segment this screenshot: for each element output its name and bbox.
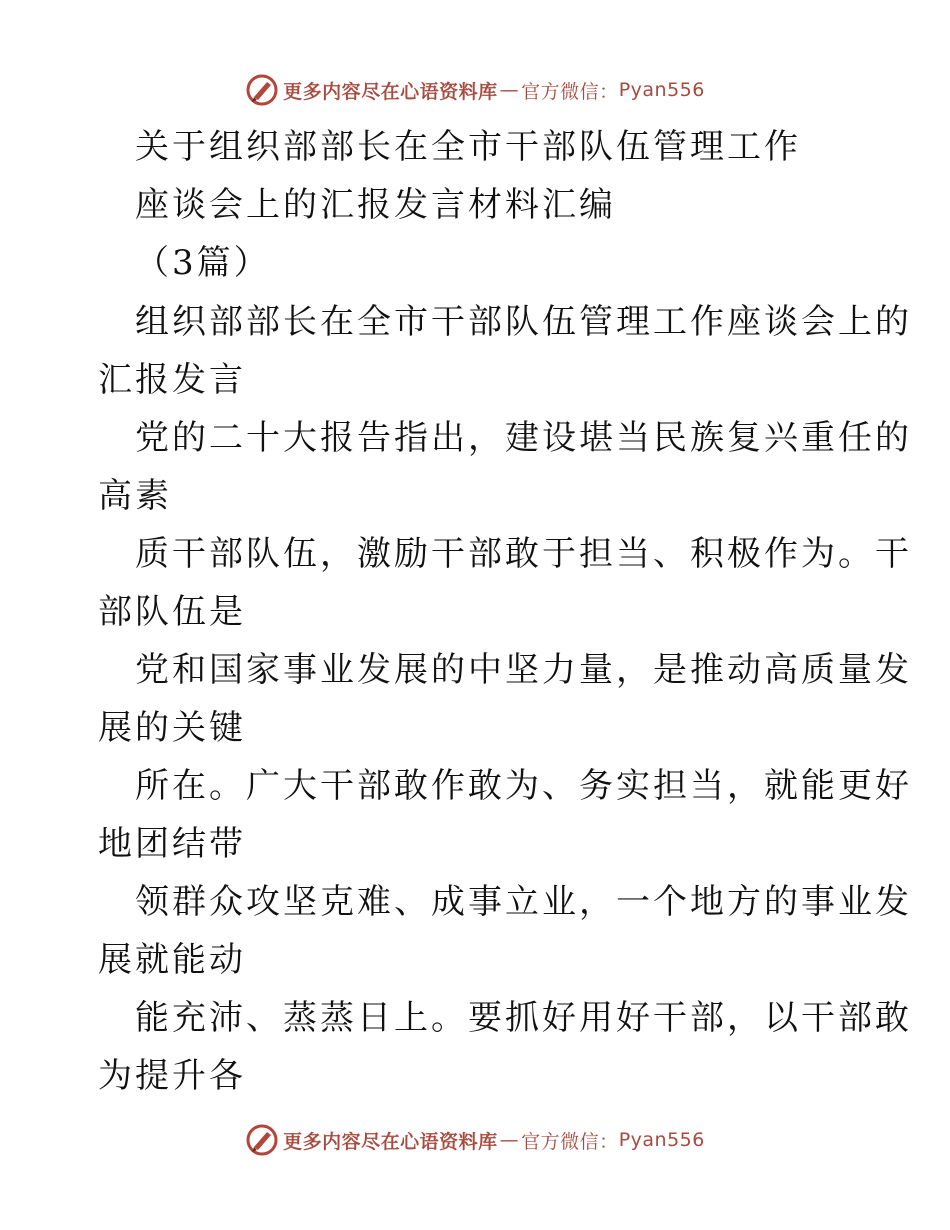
banner-main-text: 更多内容尽在心语资料库 <box>283 1130 498 1153</box>
body-line: 为提升各 <box>98 1056 246 1096</box>
banner-contact-id: Pyan556 <box>618 1129 705 1151</box>
writing-pen-logo-icon <box>245 1123 279 1157</box>
banner-contact-id: Pyan556 <box>618 79 705 101</box>
footer-watermark-banner <box>0 1120 950 1160</box>
banner-main-text: 更多内容尽在心语资料库 <box>283 80 498 103</box>
banner-contact-label: 官方微信： <box>521 80 619 103</box>
body-line: 领群众攻坚克难、成事立业，一个地方的事业发 <box>135 882 912 922</box>
body-line: 能充沛、蒸蒸日上。要抓好用好干部，以干部敢 <box>135 998 912 1038</box>
document-title-line-2: 座谈会上的汇报发言材料汇编 <box>135 185 616 225</box>
body-line: 党的二十大报告指出，建设堪当民族复兴重任的 <box>135 418 912 458</box>
body-line: 组织部部长在全市干部队伍管理工作座谈会上的 <box>135 302 912 342</box>
banner-dash: — <box>499 1129 520 1151</box>
header-watermark-banner <box>0 70 950 110</box>
body-line: 党和国家事业发展的中坚力量，是推动高质量发 <box>135 650 912 690</box>
writing-pen-logo-icon <box>245 73 279 107</box>
body-line: 部队伍是 <box>98 592 246 632</box>
body-line: 展的关键 <box>98 708 246 748</box>
body-line: 展就能动 <box>98 940 246 980</box>
document-title-line-1: 关于组织部部长在全市干部队伍管理工作 <box>135 127 801 167</box>
body-line: 高素 <box>98 476 172 516</box>
body-line: 地团结带 <box>98 824 246 864</box>
document-title-line-3: （3篇） <box>135 243 271 283</box>
banner-dash: — <box>499 79 520 101</box>
banner-contact-label: 官方微信： <box>521 1130 619 1153</box>
body-line: 汇报发言 <box>98 360 246 400</box>
body-line: 所在。广大干部敢作敢为、务实担当，就能更好 <box>135 766 912 806</box>
body-line: 质干部队伍，激励干部敢于担当、积极作为。干 <box>135 534 912 574</box>
